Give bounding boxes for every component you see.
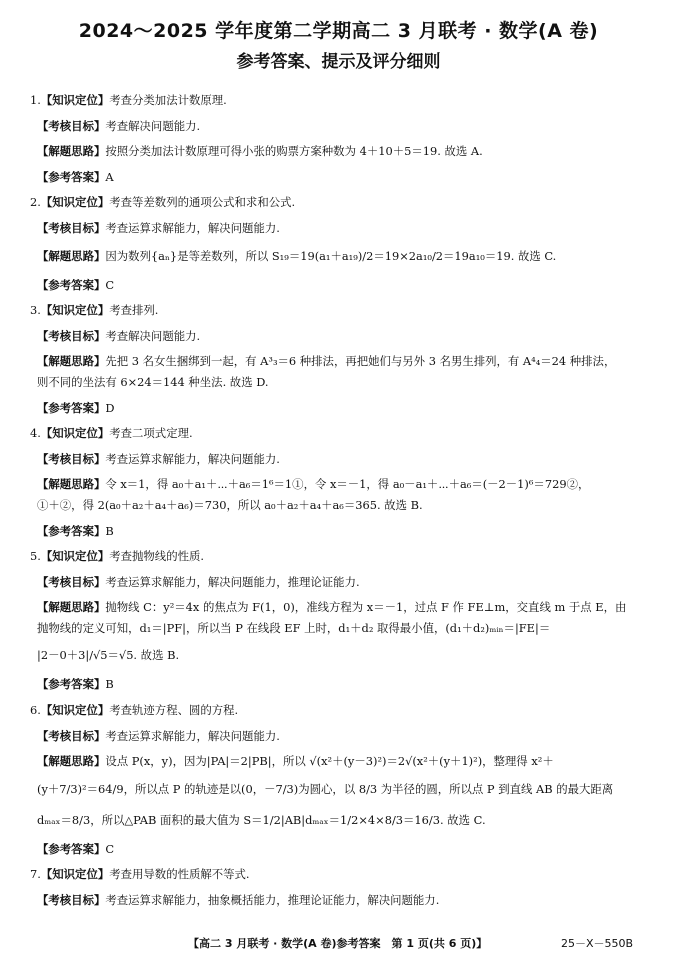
q2-goal-text: 考查运算求解能力，解决问题能力. <box>105 220 280 235</box>
q3-idea-cont: 则不同的坐法有 6×24＝144 种坐法. 故选 D. <box>37 374 269 389</box>
q3-knowledge-text: 考查排列. <box>109 303 159 318</box>
q7-knowledge <box>30 866 652 883</box>
q3-idea-text: 先把 3 名女生捆绑到一起，有 A³₃＝6 种排法，再把她们与另外 3 名男生排列，有 A⁴₄＝24 种排法， <box>105 354 616 369</box>
q5-idea-cont-1: 抛物线的定义可知，d₁＝|PF|，所以当 P 在线段 EF 上时，d₁＋d₂ 取得最小值，(d₁＋d₂)ₘᵢₙ＝|FE|＝ <box>37 620 551 635</box>
answer-tag: 【参考答案】 <box>37 277 106 292</box>
goal-tag: 【考核目标】 <box>37 451 106 466</box>
goal-tag: 【考核目标】 <box>37 118 106 133</box>
q5-knowledge-text: 考查抛物线的性质. <box>109 549 204 564</box>
goal-tag: 【考核目标】 <box>37 220 106 235</box>
q3-goal <box>30 328 652 345</box>
q5-idea-cont-2: |2－0＋3|/√5＝√5. 故选 B. <box>37 648 180 663</box>
goal-tag: 【考核目标】 <box>37 728 106 743</box>
q1-idea-text: 按照分类加法计数原理可得小张的购票方案种数为 4＋10＋5＝19. 故选 A. <box>105 144 483 159</box>
q6-knowledge-text: 考查轨迹方程、圆的方程. <box>109 703 239 718</box>
q4-knowledge-text: 考查二项式定理. <box>109 426 193 441</box>
q5-idea-text: 抛物线 C：y²＝4x 的焦点为 F(1，0)，准线方程为 x＝－1，过点 F 作 FE⊥m，交直线 m 于点 E，由 <box>105 600 627 615</box>
goal-tag: 【考核目标】 <box>37 893 106 908</box>
footer-code: 25－X－550B <box>561 937 634 950</box>
knowledge-tag: 【知识定位】 <box>40 93 110 107</box>
idea-tag: 【解题思路】 <box>37 248 106 263</box>
q1-goal-text: 考查解决问题能力. <box>105 118 201 133</box>
q3-idea <box>30 353 652 370</box>
q6-goal-text: 考查运算求解能力，解决问题能力. <box>105 728 280 743</box>
page-title: 2024～2025 学年度第二学期高二 3 月联考 · 数学(A 卷) <box>78 20 599 42</box>
goal-tag: 【考核目标】 <box>37 574 106 589</box>
q4-goal <box>30 451 652 468</box>
q2-idea-text: 因为数列{aₙ}是等差数列，所以 S₁₉＝19(a₁＋a₁₉)/2＝19×2a₁₀/2＝19a₁₀＝19. 故选 C. <box>105 248 557 263</box>
knowledge-tag: 【知识定位】 <box>40 195 110 210</box>
goal-tag: 【考核目标】 <box>37 328 106 343</box>
q5-goal-text: 考查运算求解能力，解决问题能力，推理论证能力. <box>105 574 360 589</box>
q4-answer-text: B <box>105 523 114 538</box>
q5-answer-text: B <box>105 677 114 692</box>
q2-knowledge-text: 考查等差数列的通项公式和求和公式. <box>109 195 296 210</box>
q6-knowledge <box>30 702 652 719</box>
knowledge-tag: 【知识定位】 <box>40 549 110 564</box>
knowledge-tag: 【知识定位】 <box>40 426 110 441</box>
q5-knowledge <box>30 548 652 565</box>
answer-tag: 【参考答案】 <box>37 841 106 856</box>
q2-goal <box>30 220 652 237</box>
q4-idea-cont: ①＋②，得 2(a₀＋a₂＋a₄＋a₆)＝730，所以 a₀＋a₂＋a₄＋a₆＝365. 故选 B. <box>37 497 423 512</box>
q4-number: 4. <box>30 426 41 441</box>
knowledge-tag: 【知识定位】 <box>40 703 110 718</box>
q6-number: 6. <box>30 703 41 718</box>
q6-goal <box>30 728 652 745</box>
q6-idea-cont-2: dₘₐₓ＝8/3，所以△PAB 面积的最大值为 S＝1/2|AB|dₘₐₓ＝1/2×4×8/3＝16/3. 故选 C. <box>37 812 486 827</box>
q7-goal <box>30 892 652 909</box>
q2-knowledge <box>30 194 652 211</box>
q1-idea <box>30 143 652 160</box>
q4-goal-text: 考查运算求解能力，解决问题能力. <box>105 451 280 466</box>
q1-knowledge-text: 考查分类加法计数原理. <box>109 93 227 107</box>
q1-number: 1. <box>30 93 41 107</box>
q3-goal-text: 考查解决问题能力. <box>105 328 201 343</box>
q6-answer-text: C <box>105 841 115 856</box>
knowledge-tag: 【知识定位】 <box>40 867 110 882</box>
q7-goal-text: 考查运算求解能力，抽象概括能力，推理论证能力，解决问题能力. <box>105 893 440 908</box>
q1-knowledge <box>30 92 652 109</box>
q3-number: 3. <box>30 303 41 318</box>
answer-tag: 【参考答案】 <box>37 400 106 415</box>
answer-tag: 【参考答案】 <box>37 169 106 184</box>
q3-answer <box>30 400 652 417</box>
q6-idea-cont-1: (y＋7/3)²＝64/9，所以点 P 的轨迹是以(0，－7/3)为圆心，以 8/3 为半径的圆，所以点 P 到直线 AB 的最大距离 <box>37 781 614 796</box>
q5-number: 5. <box>30 549 41 564</box>
q2-number: 2. <box>30 195 41 210</box>
q1-goal <box>30 118 652 135</box>
knowledge-tag: 【知识定位】 <box>40 303 110 318</box>
q6-idea-text: 设点 P(x，y)，因为|PA|＝2|PB|，所以 √(x²＋(y－3)²)＝2√(x²＋(y＋1)²)，整理得 x²＋ <box>105 754 554 769</box>
answer-list <box>30 92 652 918</box>
idea-tag: 【解题思路】 <box>37 477 106 492</box>
q7-number: 7. <box>30 867 41 882</box>
q6-idea <box>30 753 652 770</box>
idea-tag: 【解题思路】 <box>37 144 106 159</box>
q1-answer-text: A <box>105 169 114 184</box>
q3-answer-text: D <box>105 400 115 415</box>
q1-answer <box>30 169 652 186</box>
q6-answer <box>30 841 652 858</box>
q4-knowledge <box>30 425 652 442</box>
q5-goal <box>30 574 652 591</box>
idea-tag: 【解题思路】 <box>37 754 106 769</box>
footer-page-info: 【高二 3 月联考 · 数学(A 卷)参考答案 第 1 页(共 6 页)】 <box>188 937 488 950</box>
q2-answer-text: C <box>105 277 115 292</box>
answer-tag: 【参考答案】 <box>37 523 106 538</box>
answer-tag: 【参考答案】 <box>37 677 106 692</box>
q2-answer <box>30 277 652 294</box>
q2-idea <box>30 241 652 271</box>
q4-idea-text: 令 x＝1，得 a₀＋a₁＋⋯＋a₆＝1⁶＝1①，令 x＝－1，得 a₀－a₁＋⋯＋a₆＝(－2－1)⁶＝729②， <box>105 477 590 492</box>
q4-idea <box>30 476 652 493</box>
q5-idea <box>30 599 652 616</box>
q7-knowledge-text: 考查用导数的性质解不等式. <box>109 867 250 882</box>
page-subtitle: 参考答案、提示及评分细则 <box>236 52 441 72</box>
q3-knowledge <box>30 302 652 319</box>
idea-tag: 【解题思路】 <box>37 354 106 369</box>
q4-answer <box>30 523 652 540</box>
idea-tag: 【解题思路】 <box>37 600 106 615</box>
q5-answer <box>30 676 652 693</box>
